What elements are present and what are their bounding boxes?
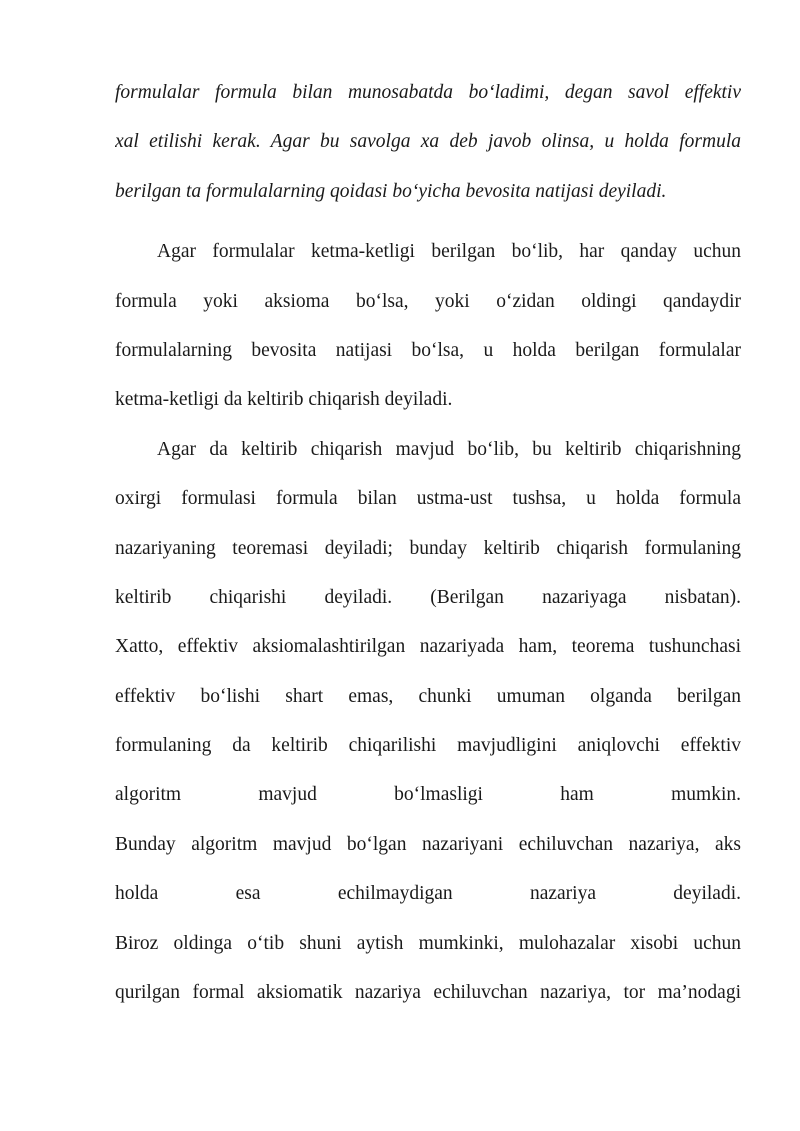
- text-line: holda esa echilmaydigan nazariya deyiladi.: [115, 883, 741, 905]
- text-line: algoritm mavjud bo‘lmasligi ham mumkin.: [115, 784, 741, 806]
- paragraph-theorem: [115, 425, 741, 1018]
- text-line: berilgan ta formulalarning qoidasi bo‘yicha bevosita natijasi deyiladi.: [115, 180, 667, 202]
- text-line: Bunday algoritm mavjud bo‘lgan nazariyani echiluvchan nazariya, aks: [115, 833, 741, 855]
- document-page: [115, 68, 741, 1017]
- text-line: nazariyaning teoremasi deyiladi; bunday keltirib chiqarish formulaning: [115, 537, 741, 559]
- text-line: Xatto, effektiv aksiomalashtirilgan nazariyada ham, teorema tushunchasi: [115, 636, 741, 658]
- text-line: keltirib chiqarishi deyiladi. (Berilgan nazariyaga nisbatan).: [115, 586, 741, 608]
- text-line: Agar da keltirib chiqarish mavjud bo‘lib, bu keltirib chiqarishning: [157, 438, 741, 460]
- text-line: ketma-ketligi da keltirib chiqarish deyiladi.: [115, 389, 453, 411]
- text-line: xal etilishi kerak. Agar bu savolga xa deb javob olinsa, u holda formula: [115, 131, 741, 153]
- text-line: formula yoki aksioma bo‘lsa, yoki o‘zidan oldingi qandaydir: [115, 290, 741, 312]
- text-line: formulaning da keltirib chiqarilishi mavjudligini aniqlovchi effektiv: [115, 735, 741, 757]
- intro-paragraph: [115, 68, 741, 216]
- text-line: qurilgan formal aksiomatik nazariya echiluvchan nazariya, tor ma’nodagi: [115, 982, 741, 1004]
- text-line: oxirgi formulasi formula bilan ustma-ust tushsa, u holda formula: [115, 488, 741, 510]
- text-line: Agar formulalar ketma-ketligi berilgan bo‘lib, har qanday uchun: [157, 241, 741, 263]
- text-line: formulalar formula bilan munosabatda bo‘ladimi, degan savol effektiv: [115, 82, 741, 103]
- text-line: formulalarning bevosita natijasi bo‘lsa, u holda berilgan formulalar: [115, 339, 741, 361]
- paragraph-gap: [115, 216, 741, 227]
- paragraph-derivation: [115, 227, 741, 425]
- text-line: effektiv bo‘lishi shart emas, chunki umuman olganda berilgan: [115, 685, 741, 707]
- text-line: Biroz oldinga o‘tib shuni aytish mumkinki, mulohazalar xisobi uchun: [115, 932, 741, 954]
